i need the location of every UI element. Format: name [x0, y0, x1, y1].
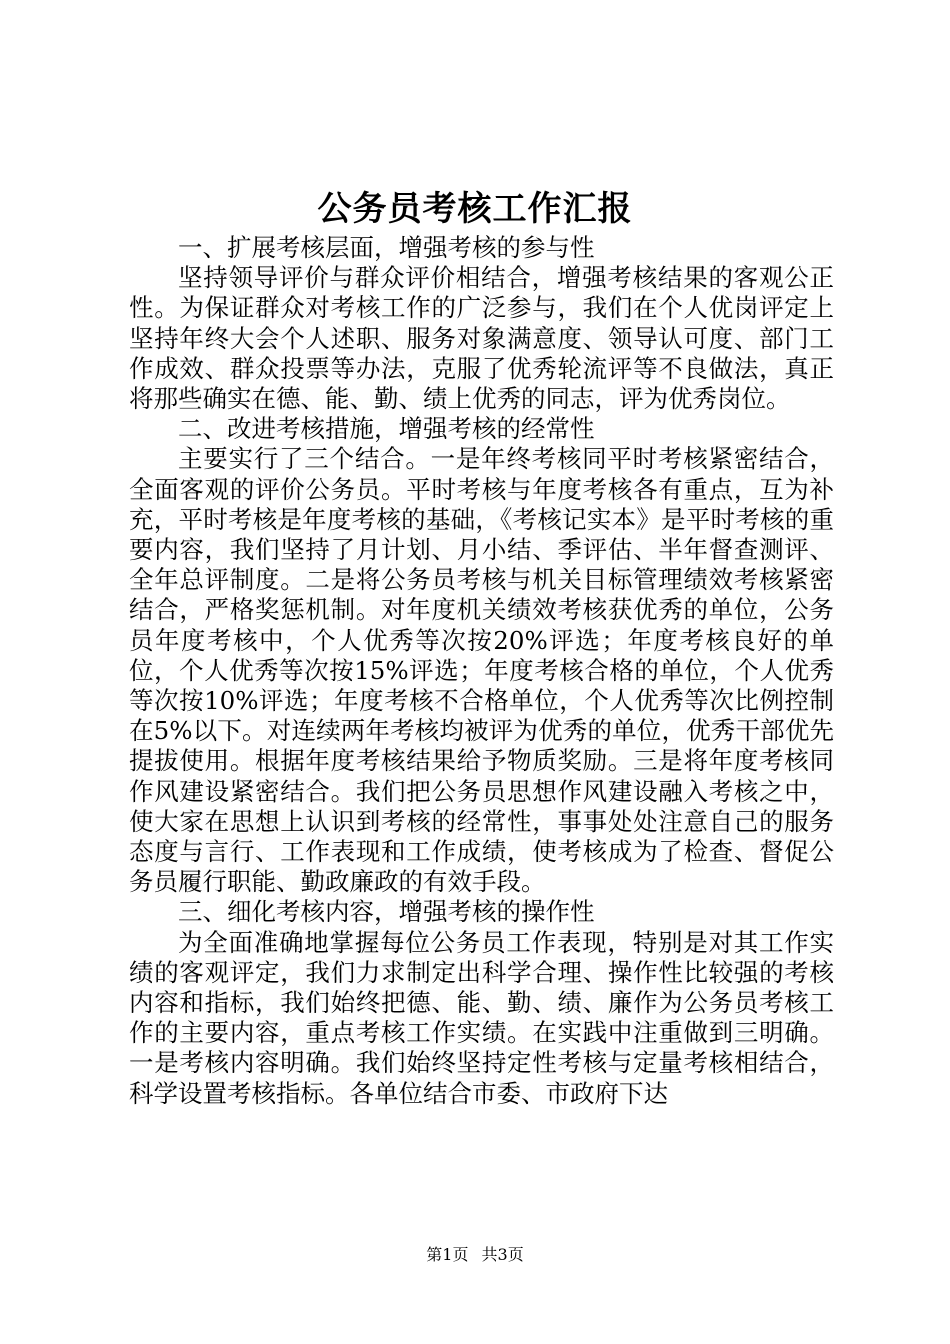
body-paragraph-2: 主要实行了三个结合。一是年终考核同平时考核紧密结合，全面客观的评价公务员。平时考核与年度考核各有重点，互为补充，平时考核是年度考核的基础，《考核记实本》是平时考核的重要内容，我们坚持了月计划、月小结、季评估、半年督查测评、全年总评制度。二是将公务员考核与机关目标管理绩效考核紧密结合，严格奖惩机制。对年度机关绩效考核获优秀的单位，公务员年度考核中，个人优秀等次按20%评选；年度考核良好的单位，个人优秀等次按15%评选；年度考核合格的单位，个人优秀等次按10%评选；年度考核不合格单位，个人优秀等次比例控制在5%以下。对连续两年考核均被评为优秀的单位，优秀干部优先提拔使用。根据年度考核结果给予物质奖励。三是将年度考核同作风建设紧密结合。我们把公务员思想作风建设融入考核之中，使大家在思想上认识到考核的经常性，事事处处注意自己的服务态度与言行、工作表现和工作成绩，使考核成为了检查、督促公务员履行职能、勤政廉政的有效手段。	[129, 444, 834, 897]
page-total: 共3页	[481, 1245, 524, 1264]
section-heading-1: 一、扩展考核层面，增强考核的参与性	[178, 233, 595, 262]
page-footer	[0, 1244, 950, 1266]
body-paragraph-1: 坚持领导评价与群众评价相结合，增强考核结果的客观公正性。为保证群众对考核工作的广泛参与，我们在个人优岗评定上坚持年终大会个人述职、服务对象满意度、领导认可度、部门工作成效、群众投票等办法，克服了优秀轮流评等不良做法，真正将那些确实在德、能、勤、绩上优秀的同志，评为优秀岗位。	[129, 263, 834, 414]
page-number: 第1页	[426, 1245, 469, 1264]
body-paragraph-3: 为全面准确地掌握每位公务员工作表现，特别是对其工作实绩的客观评定，我们力求制定出科学合理、操作性比较强的考核内容和指标，我们始终把德、能、勤、绩、廉作为公务员考核工作的主要内容，重点考核工作实绩。在实践中注重做到三明确。一是考核内容明确。我们始终坚持定性考核与定量考核相结合，科学设置考核指标。各单位结合市委、市政府下达	[129, 927, 834, 1108]
section-heading-2: 二、改进考核措施，增强考核的经常性	[178, 414, 595, 444]
document-body	[129, 233, 834, 1109]
document-title: 公务员考核工作汇报	[317, 189, 633, 229]
section-heading-3: 三、细化考核内容，增强考核的操作性	[178, 897, 595, 927]
